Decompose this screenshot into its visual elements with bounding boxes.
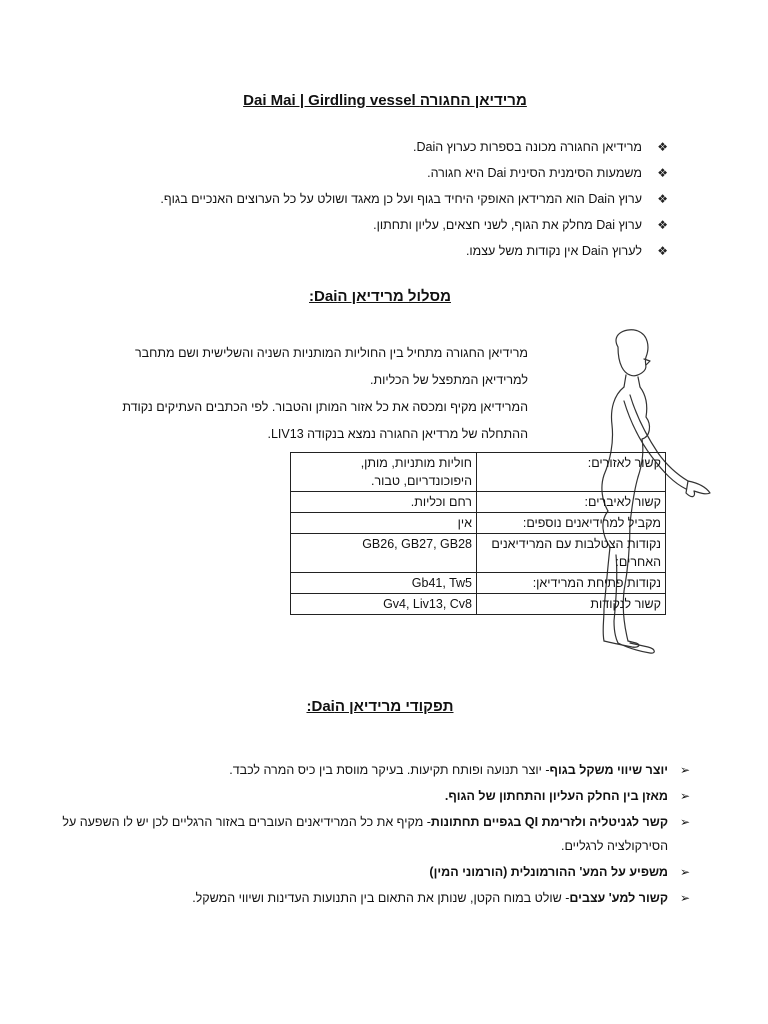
arrow-bullet-icon: ➢ (679, 891, 690, 905)
table-row (291, 573, 666, 594)
intro-list (108, 138, 668, 268)
route-line: למרידיאן המתפצל של הכליות. (370, 373, 528, 387)
table-row (291, 513, 666, 534)
table-cell-value: רחם וכליות. (291, 492, 477, 513)
list-item: ➢ יוצר שיווי משקל בגוף- יוצר תנועה ופותח תקיעות. בעיקר מווסת בין כיס המרה לכבד. (30, 758, 690, 782)
table-cell-value: Gb41, Tw5 (291, 573, 477, 594)
list-item: ❖ מרידיאן החגורה מכונה בספרות כערוץ הDai. (413, 140, 668, 154)
route-line: ההתחלה של מרדיאן החגורה נמצא בנקודה LIV13. (267, 427, 528, 441)
list-item: ➢ קשור למע' עצבים- שולט במוח הקטן, שנותן את התאום בין התנועות העדינות ושיווי המשקל. (30, 886, 690, 910)
route-line: מרידיאן החגורה מתחיל בין החוליות המותניות השניה והשלישית ושם מתחבר (135, 346, 528, 360)
table-cell-value: אין (291, 513, 477, 534)
table-cell-key: נקודות פתיחת המרידיאן: (477, 573, 666, 594)
diamond-bullet-icon: ❖ (657, 244, 668, 258)
functions-list (30, 758, 690, 912)
list-item: ➢ מאזן בין החלק העליון והתחתון של הגוף. (30, 784, 690, 808)
route-line: המרידיאן מקיף ומכסה את כל אזור המותן והטבור. לפי הכתבים העתיקים נקודת (122, 400, 528, 414)
functions-heading: תפקודי מרידיאן הDai: (306, 698, 454, 715)
list-item: ❖ משמעות הסימנית הסינית Dai היא חגורה. (427, 166, 668, 180)
diamond-bullet-icon: ❖ (657, 192, 668, 206)
list-item: ➢ משפיע על המע' ההורמונלית (הורמוני המין) (30, 860, 690, 884)
table-cell-key: קשור לנקודות (477, 594, 666, 615)
table-row (291, 492, 666, 513)
arrow-bullet-icon: ➢ (679, 865, 690, 879)
route-paragraph (108, 340, 528, 448)
table-cell-key: מקביל למרידיאנים נוספים: (477, 513, 666, 534)
list-item: ❖ ערוץ Dai מחלק את הגוף, לשני חצאים, עליון ותחתון. (373, 218, 668, 232)
route-heading: מסלול מרידיאן הDai: (309, 288, 451, 305)
diamond-bullet-icon: ❖ (657, 166, 668, 180)
list-item: ❖ לערוץ הDai אין נקודות משל עצמו. (465, 244, 668, 258)
list-item: ❖ ערוץ הDai הוא המרידאן האופקי היחיד בגוף ועל כן מאגד ושולט על כל הערוצים האנכיים בגוף. (160, 192, 668, 206)
table-cell-key: נקודות הצטלבות עם המרידיאנים האחרים: (477, 534, 666, 573)
table-row (291, 534, 666, 573)
meridian-info-table (290, 452, 666, 615)
table-row (291, 453, 666, 492)
table-cell-key: קשור לאיברים: (477, 492, 666, 513)
arrow-bullet-icon: ➢ (679, 815, 690, 829)
page-title: Dai Mai | Girdling vessel מרידיאן החגורה (243, 92, 527, 109)
table-row (291, 594, 666, 615)
table-cell-value: GB26, GB27, GB28 (291, 534, 477, 573)
diamond-bullet-icon: ❖ (657, 218, 668, 232)
table-cell-value: Gv4, Liv13, Cv8 (291, 594, 477, 615)
arrow-bullet-icon: ➢ (679, 789, 690, 803)
table-cell-value: חוליות מותניות, מותן, היפוכונדריום, טבור. (291, 453, 477, 492)
list-item: ➢ קשר לגניטליה ולזרימת QI בגפיים תחתונות- מקיף את כל המרידיאנים העוברים באזור הרגליים לכן יש לו השפעה על הסירקולציה לרגליים. (30, 810, 690, 858)
table-cell-key: קשור לאזורים: (477, 453, 666, 492)
arrow-bullet-icon: ➢ (679, 763, 690, 777)
diamond-bullet-icon: ❖ (657, 140, 668, 154)
